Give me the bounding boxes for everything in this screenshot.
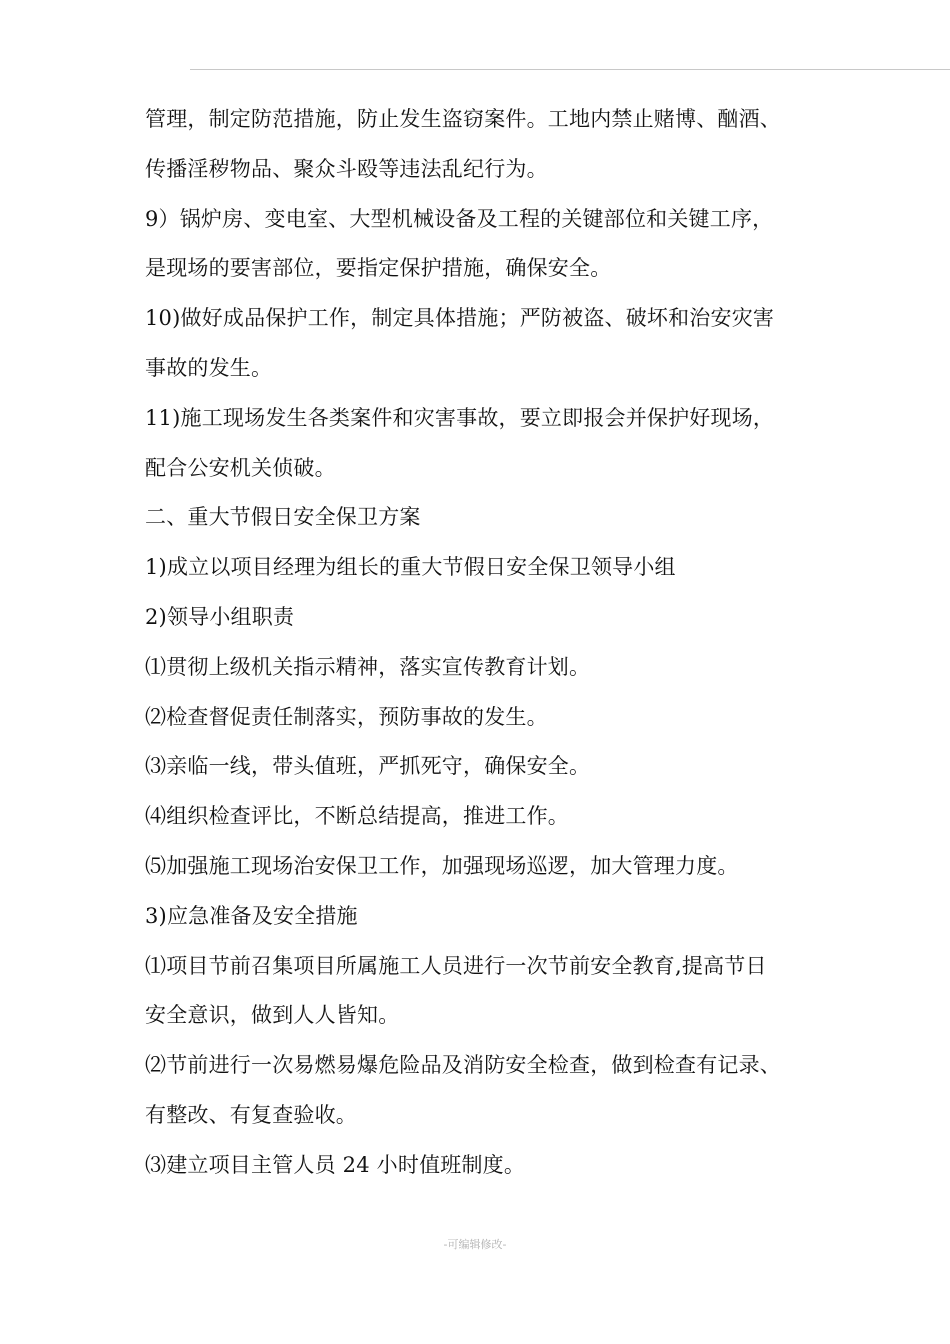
text-line: 传播淫秽物品、聚众斗殴等违法乱纪行为。 bbox=[145, 156, 548, 181]
header-rule bbox=[190, 69, 950, 70]
text-line: ⑴项目节前召集项目所属施工人员进行一次节前安全教育,提高节日 bbox=[145, 953, 767, 978]
text-line: 11)施工现场发生各类案件和灾害事故，要立即报会并保护好现场， bbox=[145, 405, 775, 430]
document-body bbox=[145, 95, 825, 1191]
text-line: ⑸加强施工现场治安保卫工作，加强现场巡逻，加大管理力度。 bbox=[145, 853, 739, 878]
text-line: 10)做好成品保护工作，制定具体措施；严防被盗、破坏和治安灾害 bbox=[145, 306, 775, 331]
text-line: 安全意识，做到人人皆知。 bbox=[145, 1003, 400, 1028]
text-line: 是现场的要害部位，要指定保护措施，确保安全。 bbox=[145, 256, 612, 281]
text-line: 事故的发生。 bbox=[145, 355, 273, 380]
text-line: ⑵检查督促责任制落实，预防事故的发生。 bbox=[145, 704, 548, 729]
section-heading: 二、重大节假日安全保卫方案 bbox=[145, 505, 421, 530]
text-line: ⑶建立项目主管人员 24 小时值班制度。 bbox=[145, 1152, 526, 1177]
text-line: ⑴贯彻上级机关指示精神，落实宣传教育计划。 bbox=[145, 654, 591, 679]
text-line: ⑵节前进行一次易燃易爆危险品及消防安全检查，做到检查有记录、 bbox=[145, 1053, 781, 1078]
text-line: 管理，制定防范措施，防止发生盗窃案件。工地内禁止赌博、酗酒、 bbox=[145, 107, 781, 131]
text-line: ⑶亲临一线，带头值班，严抓死守，确保安全。 bbox=[145, 754, 591, 779]
text-line: 配合公安机关侦破。 bbox=[145, 455, 336, 480]
text-line: 9）锅炉房、变电室、大型机械设备及工程的关键部位和关键工序， bbox=[145, 206, 774, 231]
text-line: 3)应急准备及安全措施 bbox=[145, 903, 358, 928]
text-line: 有整改、有复查验收。 bbox=[145, 1102, 357, 1127]
page-footer: -可编辑修改- bbox=[443, 1238, 507, 1251]
text-line: 2)领导小组职责 bbox=[145, 604, 295, 629]
text-line: ⑷组织检查评比，不断总结提高，推进工作。 bbox=[145, 804, 569, 829]
text-line: 1)成立以项目经理为组长的重大节假日安全保卫领导小组 bbox=[145, 555, 676, 580]
